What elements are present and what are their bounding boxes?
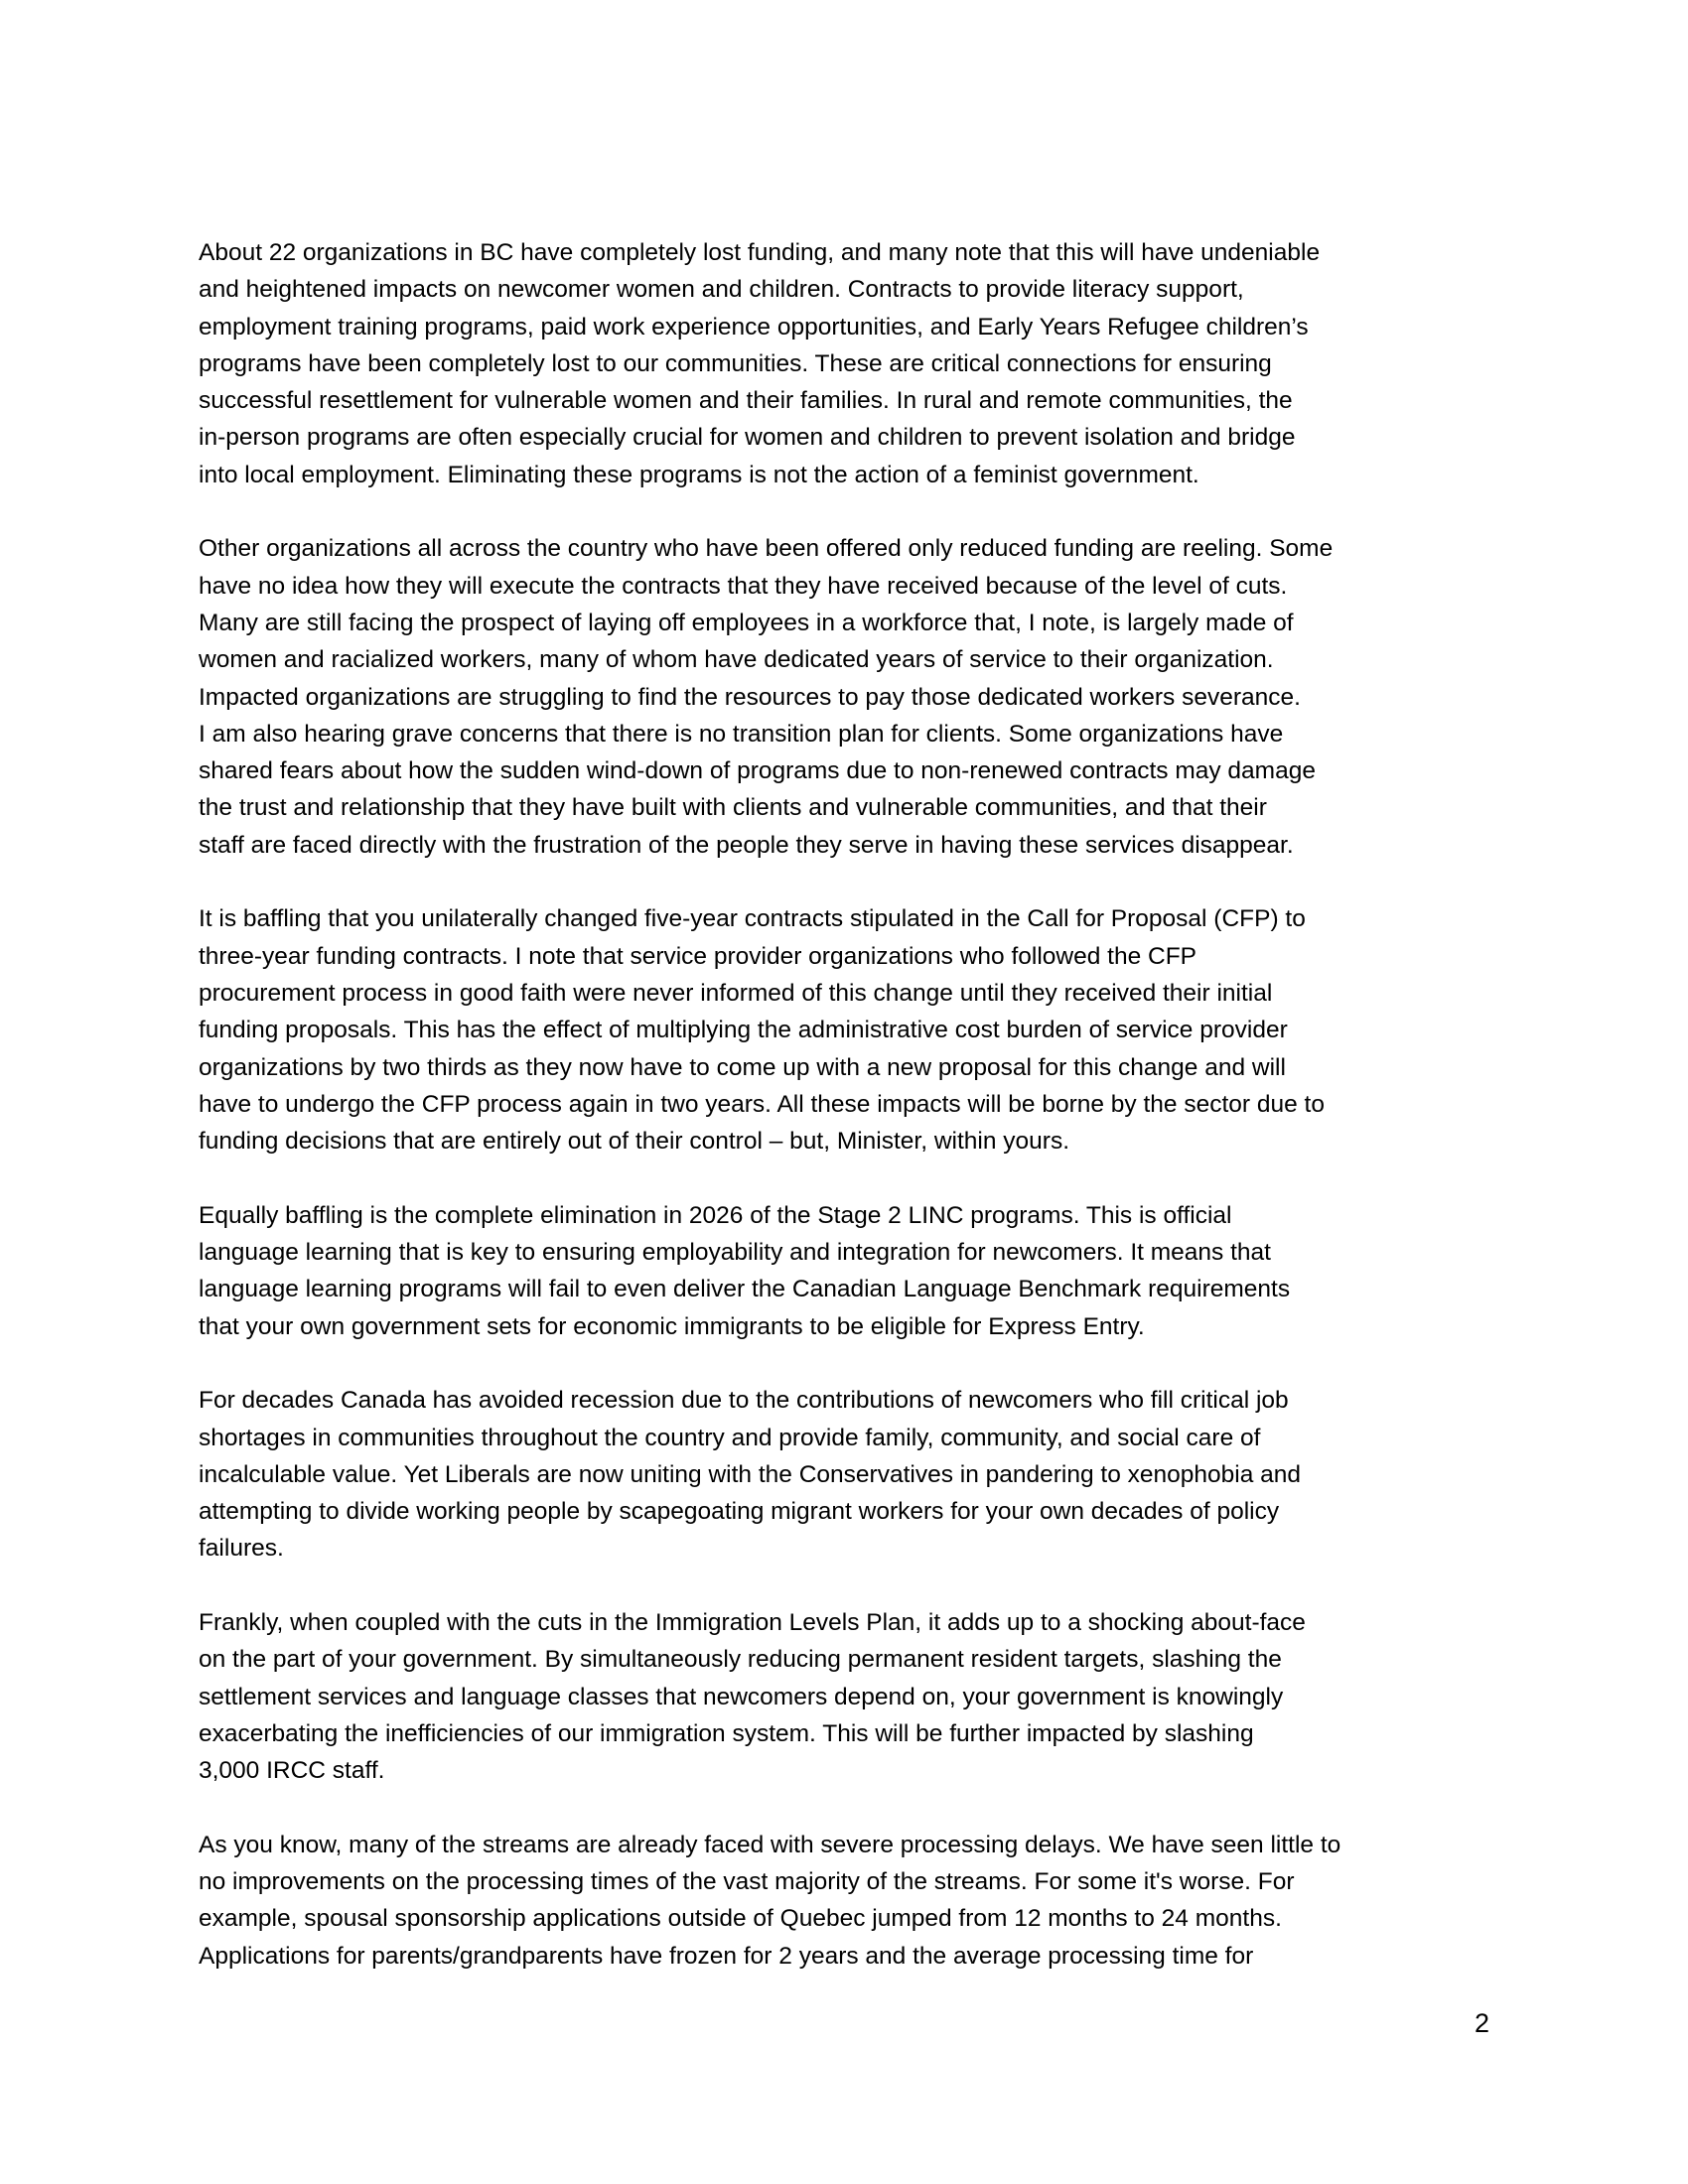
paragraph-processing-delays xyxy=(199,1827,1489,1975)
text-line: Many are still facing the prospect of laying off employees in a workforce that, I note, is largely made of xyxy=(199,609,1294,636)
paragraph-reduced-funding xyxy=(199,530,1489,864)
text-line: in-person programs are often especially crucial for women and children to prevent isolation and bridge xyxy=(199,424,1296,452)
text-line: funding proposals. This has the effect of multiplying the administrative cost burden of service provider xyxy=(199,1017,1288,1044)
text-line: procurement process in good faith were never informed of this change until they received their initial xyxy=(199,979,1273,1007)
text-line: and heightened impacts on newcomer women and children. Contracts to provide literacy support, xyxy=(199,276,1244,304)
paragraph-newcomer-contributions xyxy=(199,1382,1489,1567)
text-line: It is baffling that you unilaterally changed five-year contracts stipulated in the Call for Proposal (CFP) to xyxy=(199,905,1306,933)
text-line: Other organizations all across the country who have been offered only reduced funding are reeling. Some xyxy=(199,535,1334,563)
text-line: exacerbating the inefficiencies of our immigration system. This will be further impacted by slashing xyxy=(199,1719,1254,1747)
text-line: language learning that is key to ensuring employability and integration for newcomers. It means that xyxy=(199,1239,1271,1267)
paragraph-contract-change xyxy=(199,900,1489,1160)
text-line: settlement services and language classes that newcomers depend on, your government is knowingly xyxy=(199,1683,1284,1710)
text-line: have no idea how they will execute the contracts that they have received because of the level of cuts. xyxy=(199,572,1288,600)
text-line: As you know, many of the streams are already faced with severe processing delays. We have seen little to xyxy=(199,1831,1341,1858)
text-line: attempting to divide working people by scapegoating migrant workers for your own decades of policy xyxy=(199,1498,1280,1526)
text-line: no improvements on the processing times of the vast majority of the streams. For some it's worse. For xyxy=(199,1868,1295,1896)
text-line: example, spousal sponsorship applications outside of Quebec jumped from 12 months to 24 months. xyxy=(199,1905,1282,1933)
letter-body xyxy=(199,234,1489,2011)
text-line: 3,000 IRCC staff. xyxy=(199,1757,385,1785)
text-line: successful resettlement for vulnerable women and their families. In rural and remote communities, the xyxy=(199,387,1293,415)
text-line: Impacted organizations are struggling to find the resources to pay those dedicated workers severance. xyxy=(199,683,1301,711)
page-number: 2 xyxy=(1474,2008,1489,2038)
text-line: failures. xyxy=(199,1535,284,1563)
text-line: language learning programs will fail to even deliver the Canadian Language Benchmark requirements xyxy=(199,1276,1291,1303)
text-line: Equally baffling is the complete elimination in 2026 of the Stage 2 LINC programs. This is official xyxy=(199,1201,1232,1229)
text-line: on the part of your government. By simultaneously reducing permanent resident targets, slashing the xyxy=(199,1646,1282,1674)
text-line: into local employment. Eliminating these programs is not the action of a feminist government. xyxy=(199,461,1199,488)
text-line: staff are faced directly with the frustration of the people they serve in having these services disappear. xyxy=(199,831,1294,859)
paragraph-funding-loss xyxy=(199,234,1489,493)
text-line: shared fears about how the sudden wind-down of programs due to non-renewed contracts may damage xyxy=(199,757,1316,785)
text-line: Applications for parents/grandparents have frozen for 2 years and the average processing time for xyxy=(199,1942,1254,1970)
text-line: incalculable value. Yet Liberals are now uniting with the Conservatives in pandering to xenophobia and xyxy=(199,1460,1302,1488)
text-line: the trust and relationship that they have built with clients and vulnerable communities, and that their xyxy=(199,794,1267,822)
text-line: Frankly, when coupled with the cuts in the Immigration Levels Plan, it adds up to a shocking about-face xyxy=(199,1608,1306,1636)
text-line: programs have been completely lost to our communities. These are critical connections for ensuring xyxy=(199,349,1272,377)
text-line: organizations by two thirds as they now have to come up with a new proposal for this change and will xyxy=(199,1053,1286,1081)
paragraph-linc-elimination xyxy=(199,1197,1489,1345)
text-line: women and racialized workers, many of whom have dedicated years of service to their organization. xyxy=(199,646,1274,674)
text-line: About 22 organizations in BC have completely lost funding, and many note that this will have undeniable xyxy=(199,239,1321,266)
text-line: employment training programs, paid work experience opportunities, and Early Years Refugee children’s xyxy=(199,313,1309,341)
text-line: that your own government sets for economic immigrants to be eligible for Express Entry. xyxy=(199,1312,1145,1340)
paragraph-levels-plan xyxy=(199,1604,1489,1789)
text-line: For decades Canada has avoided recession due to the contributions of newcomers who fill critical job xyxy=(199,1387,1289,1415)
text-line: funding decisions that are entirely out of their control – but, Minister, within yours. xyxy=(199,1128,1070,1156)
text-line: three-year funding contracts. I note that service provider organizations who followed the CFP xyxy=(199,942,1197,970)
text-line: shortages in communities throughout the country and provide family, community, and social care of xyxy=(199,1424,1261,1451)
text-line: have to undergo the CFP process again in two years. All these impacts will be borne by the sector due to xyxy=(199,1090,1325,1118)
text-line: I am also hearing grave concerns that there is no transition plan for clients. Some organizations have xyxy=(199,720,1284,748)
